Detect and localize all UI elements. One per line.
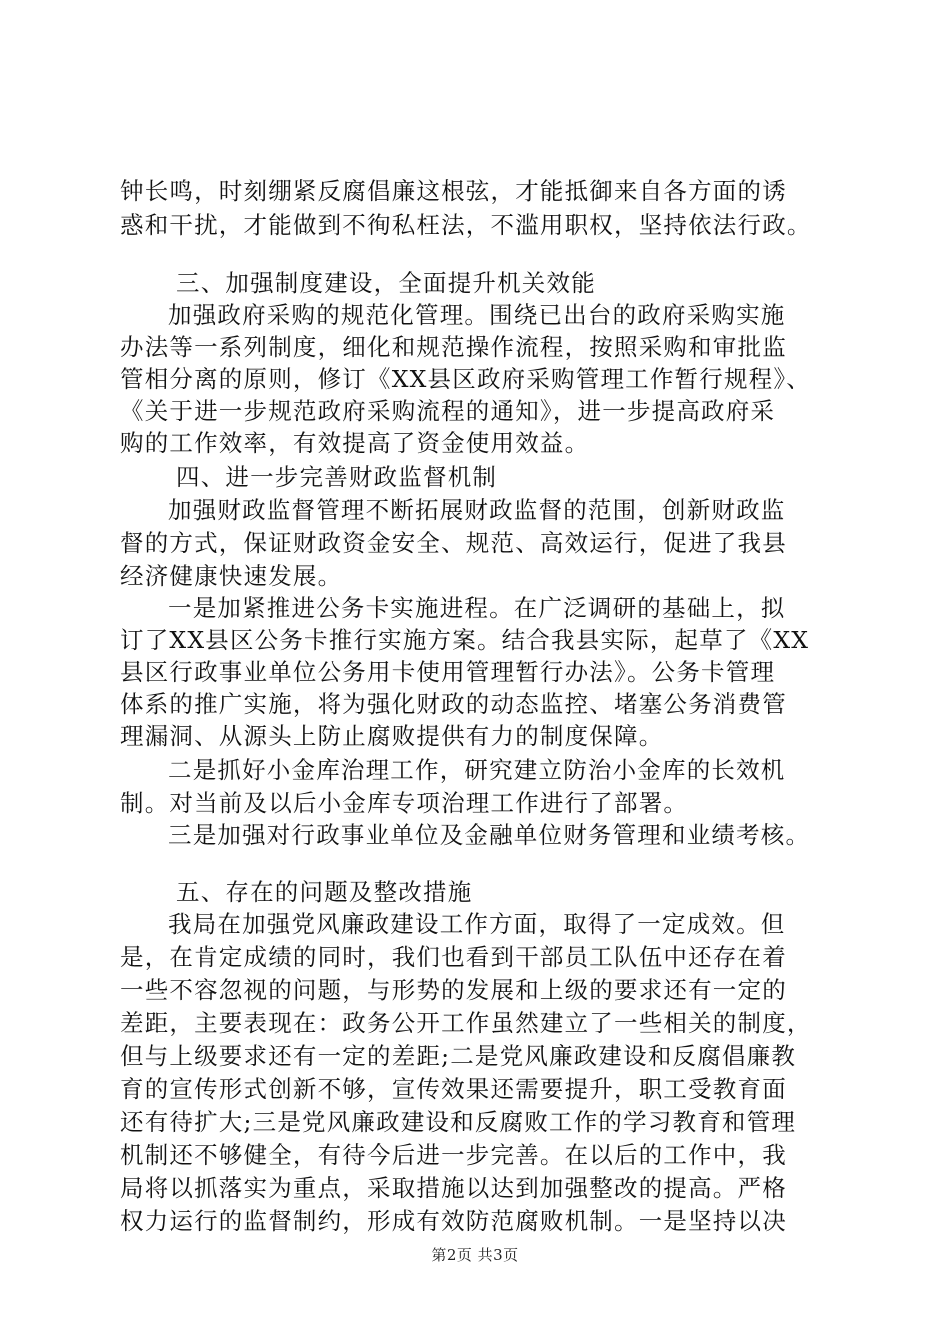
body-line: 二是抓好小金库治理工作，研究建立防治小金库的长效机 — [168, 756, 786, 784]
body-line: 但与上级要求还有一定的差距;二是党风廉政建设和反腐倡廉教 — [120, 1042, 797, 1070]
body-line: 三是加强对行政事业单位及金融单位财务管理和业绩考核。 — [168, 821, 811, 849]
body-line: 局将以抓落实为重点，采取措施以达到加强整改的提高。严格 — [120, 1174, 787, 1202]
body-line: 是，在肯定成绩的同时，我们也看到干部员工队伍中还存在着 — [120, 943, 787, 971]
body-line: 加强财政监督管理不断拓展财政监督的范围，创新财政监 — [168, 496, 786, 524]
body-line: 一些不容忽视的问题，与形势的发展和上级的要求还有一定的 — [120, 976, 787, 1004]
body-line: 差距，主要表现在：政务公开工作虽然建立了一些相关的制度， — [120, 1009, 812, 1037]
body-line: 钟长鸣，时刻绷紧反腐倡廉这根弦，才能抵御来自各方面的诱 — [120, 177, 787, 205]
body-line: 惑和干扰，才能做到不徇私枉法，不滥用职权，坚持依法行政。 — [120, 211, 812, 239]
body-line: 育的宣传形式创新不够，宣传效果还需要提升，职工受教育面 — [120, 1075, 787, 1103]
body-line: 《关于进一步规范政府采购流程的通知》，进一步提高政府采 — [120, 397, 776, 425]
section-heading: 四、进一步完善财政监督机制 — [176, 463, 498, 491]
section-heading: 五、存在的问题及整改措施 — [176, 878, 473, 906]
page-footer: 第2页 共3页 — [431, 1246, 519, 1264]
section-heading: 三、加强制度建设，全面提升机关效能 — [176, 269, 596, 297]
body-line: 体系的推广实施，将为强化财政的动态监控、堵塞公务消费管 — [120, 690, 787, 718]
body-line: 一是加紧推进公务卡实施进程。在广泛调研的基础上，拟 — [168, 594, 786, 622]
body-line: 管相分离的原则，修订《XX县区政府采购管理工作暂行规程》、 — [120, 365, 812, 393]
body-line: 办法等一系列制度，细化和规范操作流程，按照采购和审批监 — [120, 333, 787, 361]
body-line: 权力运行的监督制约，形成有效防范腐败机制。一是坚持以决 — [120, 1207, 787, 1235]
body-line: 购的工作效率，有效提高了资金使用效益。 — [120, 429, 590, 457]
body-line: 县区行政事业单位公务用卡使用管理暂行办法》。公务卡管理 — [120, 658, 776, 686]
body-line: 经济健康快速发展。 — [120, 562, 343, 590]
body-line: 督的方式，保证财政资金安全、规范、高效运行，促进了我县 — [120, 529, 787, 557]
body-line: 还有待扩大;三是党风廉政建设和反腐败工作的学习教育和管理 — [120, 1108, 797, 1136]
body-line: 订了XX县区公务卡推行实施方案。结合我县实际，起草了《XX — [120, 626, 810, 654]
body-line: 机制还不够健全，有待今后进一步完善。在以后的工作中，我 — [120, 1141, 787, 1169]
body-line: 理漏洞、从源头上防止腐败提供有力的制度保障。 — [120, 722, 664, 750]
body-line: 我局在加强党风廉政建设工作方面，取得了一定成效。但 — [168, 910, 786, 938]
body-line: 制。对当前及以后小金库专项治理工作进行了部署。 — [120, 789, 689, 817]
body-line: 加强政府采购的规范化管理。围绕已出台的政府采购实施 — [168, 301, 786, 329]
